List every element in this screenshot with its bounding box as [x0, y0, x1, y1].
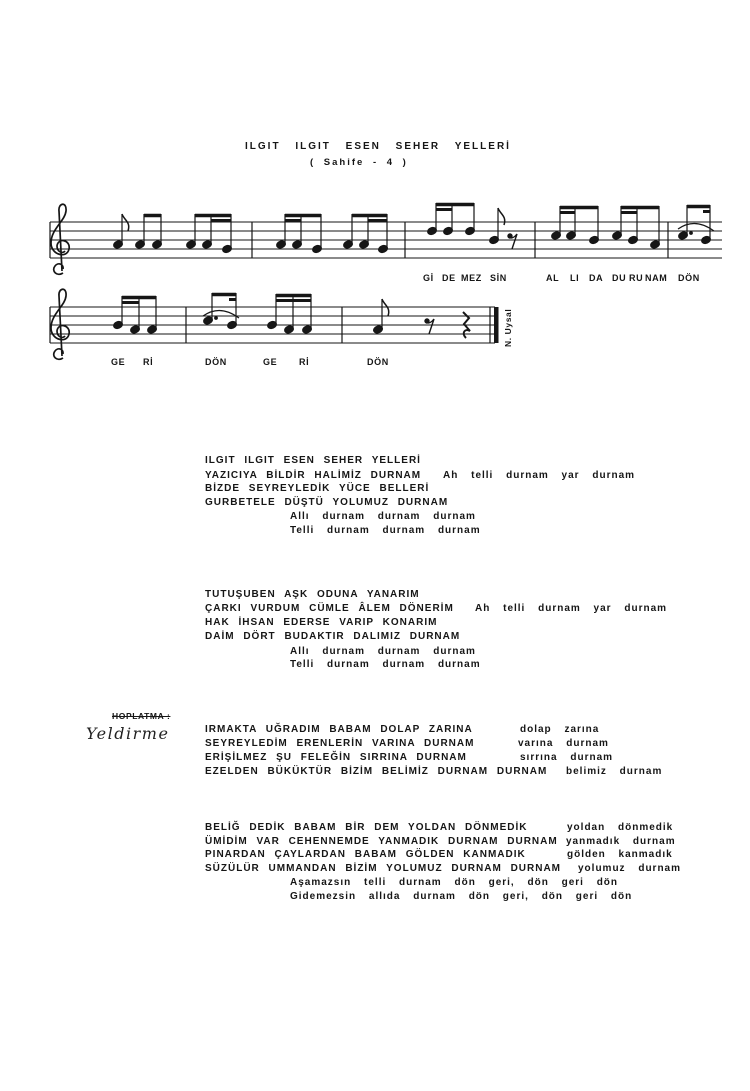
lyric-syllable: RU: [629, 273, 644, 283]
lyric-syllable: DÖN: [367, 357, 389, 367]
verse-refrain: dolap zarına: [520, 724, 600, 735]
verse-line: PINARDAN ÇAYLARDAN BABAM GÖLDEN KANMADIK: [205, 849, 526, 860]
verse-line: GURBETELE DÜŞTÜ YOLUMUZ DURNAM: [205, 497, 449, 508]
slur: [678, 223, 714, 231]
verse-line: BİZDE SEYREYLEDİK YÜCE BELLERİ: [205, 483, 430, 494]
verse-line: BELİĞ DEDİK BABAM BİR DEM YOLDAN DÖNMEDİK: [205, 822, 528, 833]
verse-refrain: varına durnam: [518, 738, 609, 749]
eighth-rest-icon: [508, 234, 517, 249]
lyric-syllable: DE: [442, 273, 456, 283]
lyric-syllable: SİN: [490, 273, 507, 283]
staff-1-notes: [113, 203, 714, 254]
lyric-syllable: MEZ: [461, 273, 482, 283]
verse-line: DAİM DÖRT BUDAKTIR DALIMIZ DURNAM: [205, 631, 461, 642]
struck-section-label: HOPLATMA :: [112, 711, 171, 721]
lyric-syllable: GE: [111, 357, 126, 367]
chorus-line: Aşamazsın telli durnam dön geri, dön geri dön: [290, 877, 619, 888]
verse-line: ÜMİDİM VAR CEHENNEMDE YANMADIK DURNAM DURNAM: [205, 836, 558, 847]
lyric-syllable: LI: [570, 273, 580, 283]
composer-credit: N. Uysal: [503, 308, 513, 347]
handwritten-section-label: Yeldirme: [86, 724, 170, 743]
treble-clef-icon: [51, 204, 69, 274]
verse-line: HAK İHSAN EDERSE VARIP KONARIM: [205, 617, 438, 628]
chorus-line: Allı durnam durnam durnam: [290, 511, 476, 522]
music-score: [0, 0, 750, 400]
lyric-syllable: AL: [546, 273, 560, 283]
lyric-syllable: Gİ: [423, 273, 434, 283]
verse-line: ÇARKI VURDUM CÜMLE ÂLEM DÖNERİM: [205, 603, 454, 614]
verse-refrain: yoldan dönmedik: [567, 822, 674, 833]
verse-line: SÜZÜLÜR UMMANDAN BİZİM YOLUMUZ DURNAM DURNAM: [205, 863, 562, 874]
song-title: ILGIT ILGIT ESEN SEHER YELLERİ: [245, 141, 511, 152]
verse-line: ILGIT ILGIT ESEN SEHER YELLERİ: [205, 455, 421, 466]
chorus-line: Allı durnam durnam durnam: [290, 646, 476, 657]
verse-line: SEYREYLEDİM ERENLERİN VARINA DURNAM: [205, 738, 475, 749]
lyric-syllable: DÖN: [205, 357, 227, 367]
chorus-line: Telli durnam durnam durnam: [290, 659, 481, 670]
verse-line: IRMAKTA UĞRADIM BABAM DOLAP ZARINA: [205, 724, 473, 735]
lyric-syllable: DU: [612, 273, 627, 283]
lyric-syllable: NAM: [645, 273, 668, 283]
page-subtitle: ( Sahife - 4 ): [310, 157, 408, 168]
lyric-syllable: GE: [263, 357, 278, 367]
eighth-rest-icon: [425, 319, 434, 334]
verse-refrain: belimiz durnam: [566, 766, 663, 777]
lyric-syllable: Rİ: [299, 357, 310, 367]
chorus-line: Gidemezsin allıda durnam dön geri, dön geri dön: [290, 891, 633, 902]
final-barline: [494, 307, 499, 343]
lyric-syllable: Rİ: [143, 357, 154, 367]
verse-refrain: yolumuz durnam: [578, 863, 682, 874]
verse-refrain: Ah telli durnam yar durnam: [475, 603, 668, 614]
verse-line: YAZICIYA BİLDİR HALİMİZ DURNAM: [205, 470, 422, 481]
chorus-line: Telli durnam durnam durnam: [290, 525, 481, 536]
verse-line: ERİŞİLMEZ ŞU FELEĞİN SIRRINA DURNAM: [205, 752, 467, 763]
lyric-syllable: DÖN: [678, 273, 700, 283]
verse-refrain: Ah telli durnam yar durnam: [443, 470, 636, 481]
verse-refrain: sırrına durnam: [520, 752, 614, 763]
verse-line: EZELDEN BÜKÜKTÜR BİZİM BELİMİZ DURNAM DURNAM: [205, 766, 548, 777]
verse-refrain: yanmadık durnam: [566, 836, 676, 847]
treble-clef-icon: [51, 289, 69, 359]
verse-refrain: gölden kanmadık: [567, 849, 673, 860]
verse-line: TUTUŞUBEN AŞK ODUNA YANARIM: [205, 589, 420, 600]
lyric-syllable: DA: [589, 273, 604, 283]
